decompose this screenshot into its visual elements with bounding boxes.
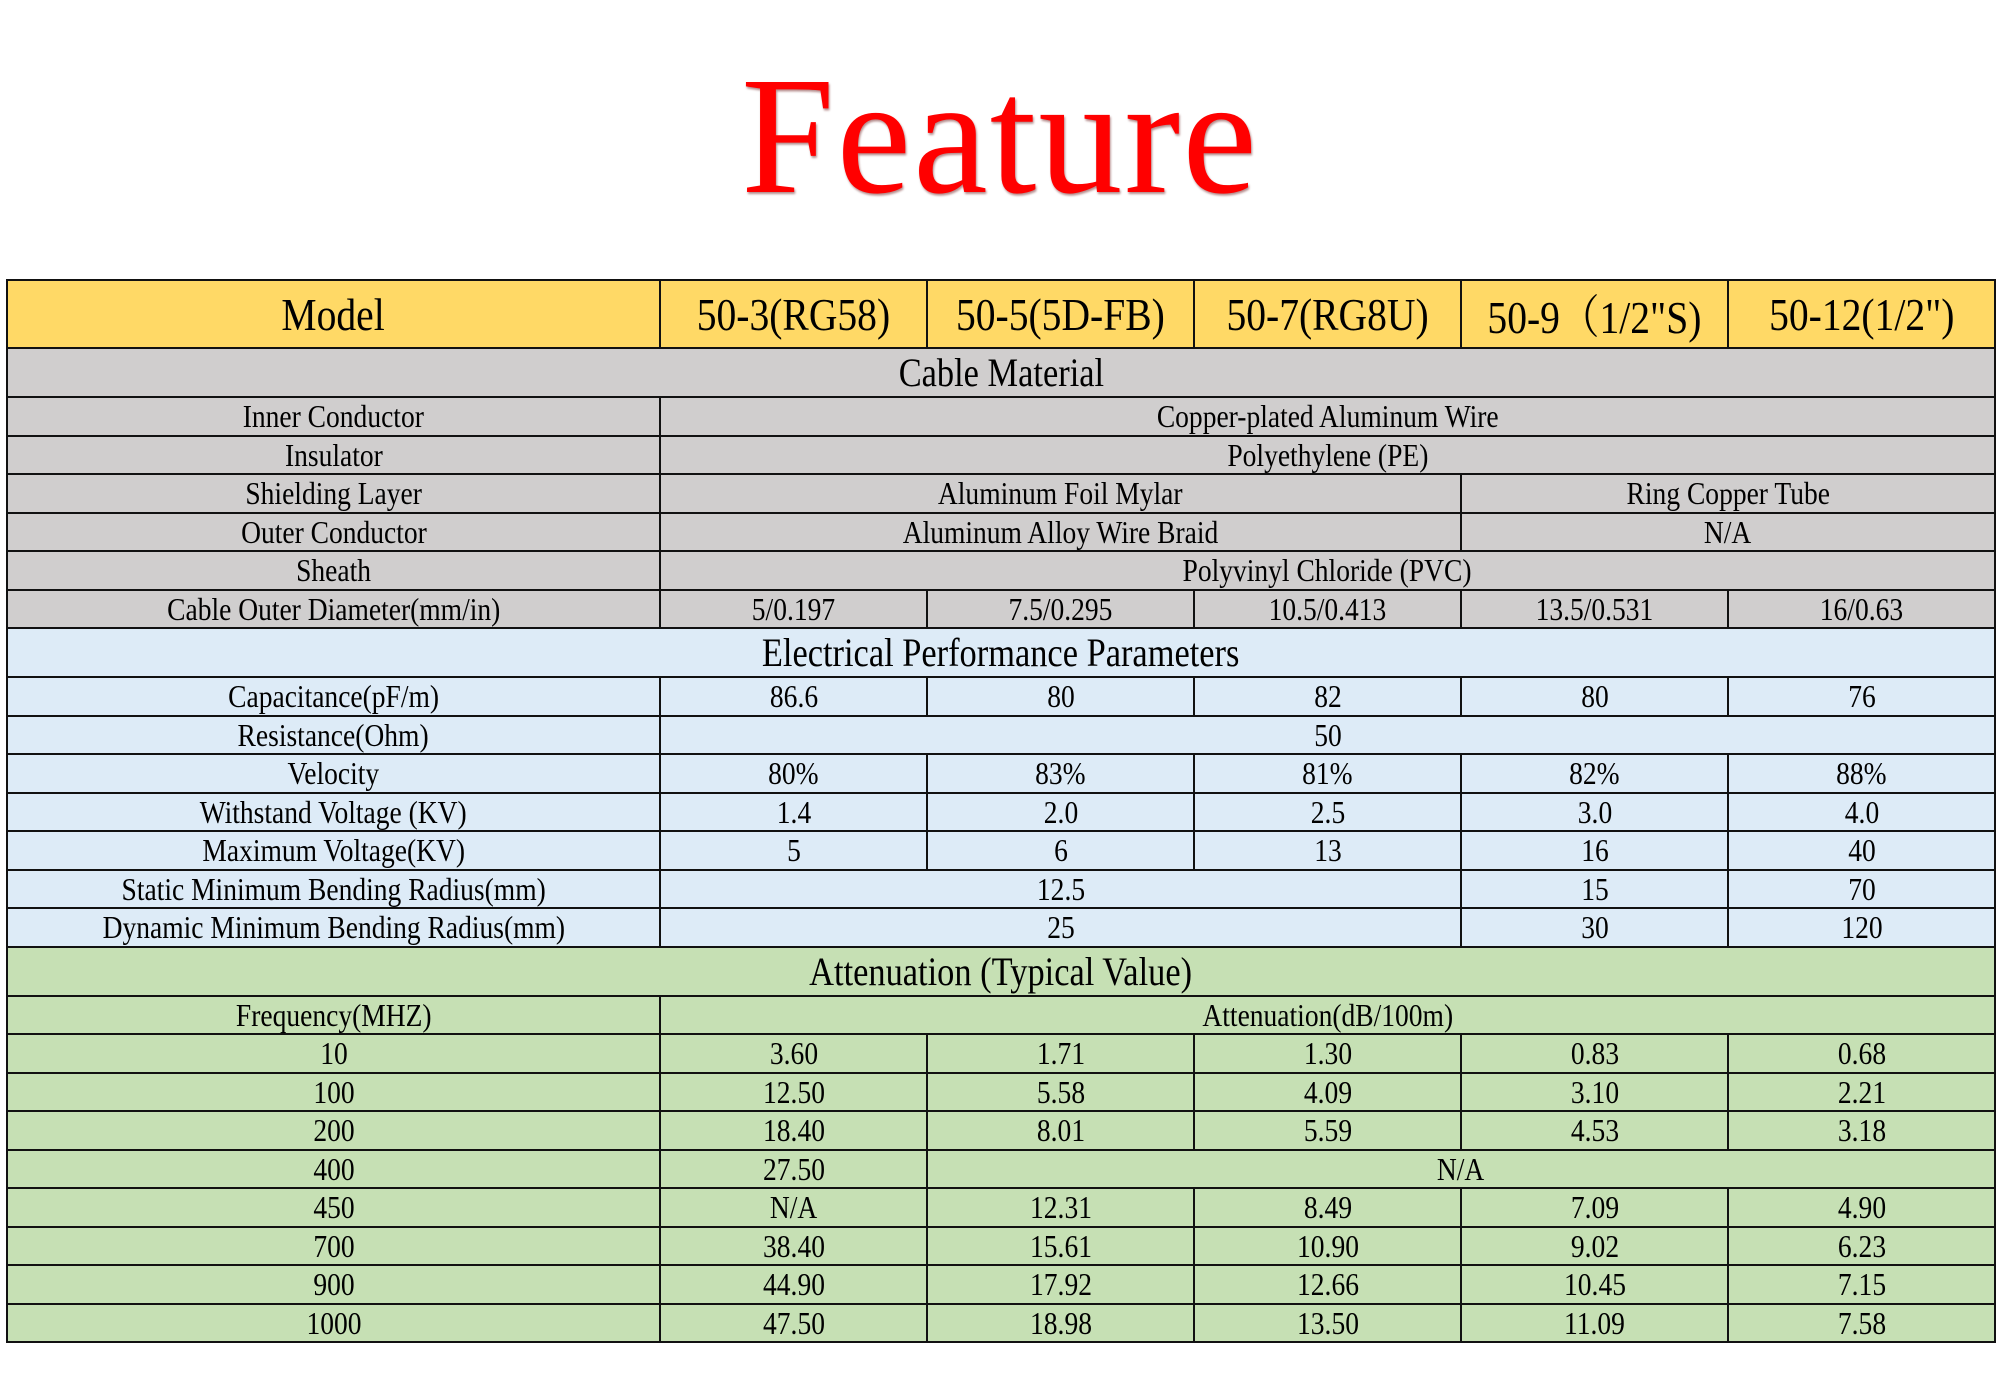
model-name: 50-3(RG58) [696, 288, 891, 340]
section-header-electrical [7, 628, 1995, 677]
row-label [7, 1111, 660, 1150]
row-value [1461, 677, 1728, 716]
row-value [927, 1265, 1194, 1304]
attenuation-value: 8.01 [1036, 1112, 1085, 1149]
frequency-value: 450 [312, 1189, 355, 1226]
attenuation-value: 6.23 [1837, 1227, 1886, 1264]
row-value [1728, 1034, 1995, 1073]
table-row [7, 1073, 1995, 1112]
attenuation-value: 3.10 [1570, 1073, 1619, 1110]
attenuation-value: 2.21 [1837, 1073, 1886, 1110]
row-value [1728, 677, 1995, 716]
row-value-text: Polyvinyl Chloride (PVC) [1183, 552, 1472, 589]
attenuation-value: 12.50 [762, 1073, 825, 1110]
row-value [660, 1265, 927, 1304]
model-header-cell [7, 280, 660, 348]
row-value [1461, 590, 1728, 629]
row-value [1194, 754, 1461, 793]
row-value [660, 1034, 927, 1073]
row-value [927, 1304, 1194, 1343]
section-title: Cable Material [898, 350, 1104, 395]
row-value [1194, 793, 1461, 832]
attenuation-value: 7.09 [1570, 1189, 1619, 1226]
table-row [7, 793, 1995, 832]
row-value-text: 88% [1836, 755, 1887, 792]
attenuation-value: 1.30 [1303, 1035, 1352, 1072]
row-value-text: 120 [1840, 909, 1883, 946]
row-value [1728, 1265, 1995, 1304]
attenuation-value: 3.60 [769, 1035, 818, 1072]
attenuation-value: 18.40 [762, 1112, 825, 1149]
row-value [660, 870, 1461, 909]
section-title-cell [7, 348, 1995, 397]
row-label [7, 1034, 660, 1073]
table-row [7, 1227, 1995, 1266]
row-value-text: 6 [1053, 832, 1068, 869]
model-cell [927, 280, 1194, 348]
row-value [660, 513, 1461, 552]
row-value [1461, 474, 1995, 513]
attenuation-value: 38.40 [762, 1227, 825, 1264]
table-row [7, 1150, 1995, 1189]
row-label-text: Shielding Layer [245, 475, 422, 512]
page-title: Feature [741, 43, 1259, 229]
frequency-value: 900 [312, 1266, 355, 1303]
row-value [927, 590, 1194, 629]
header-row [7, 280, 1995, 348]
model-name: 50-12(1/2") [1768, 288, 1955, 340]
frequency-value: 10 [319, 1035, 348, 1072]
row-value [927, 831, 1194, 870]
model-cell [1461, 280, 1728, 348]
row-value [660, 1304, 927, 1343]
row-label [7, 436, 660, 475]
attenuation-value: 0.68 [1837, 1035, 1886, 1072]
row-value [1194, 677, 1461, 716]
row-value [1194, 590, 1461, 629]
row-value [1461, 1304, 1728, 1343]
row-value [660, 716, 1995, 755]
row-value [1194, 1304, 1461, 1343]
row-label-text: Outer Conductor [240, 513, 427, 550]
row-label-text: Cable Outer Diameter(mm/in) [166, 590, 501, 627]
attenuation-value: 13.50 [1296, 1304, 1359, 1341]
row-value-text: 5/0.197 [751, 590, 836, 627]
row-label [7, 1304, 660, 1343]
attenuation-value: 11.09 [1564, 1304, 1625, 1341]
attenuation-value: 8.49 [1303, 1189, 1352, 1226]
row-value-text: 70 [1847, 870, 1876, 907]
row-value [660, 474, 1461, 513]
attenuation-value: 47.50 [762, 1304, 825, 1341]
row-value [1461, 870, 1728, 909]
attenuation-value: 5.59 [1303, 1112, 1352, 1149]
row-value [660, 677, 927, 716]
row-value [1461, 1034, 1728, 1073]
row-value [927, 1073, 1194, 1112]
table-row [7, 1188, 1995, 1227]
attenuation-value: 5.58 [1036, 1073, 1085, 1110]
row-value [1728, 754, 1995, 793]
row-value [660, 1111, 927, 1150]
row-value [1194, 1188, 1461, 1227]
row-label [7, 1073, 660, 1112]
attenuation-value: 15.61 [1029, 1227, 1092, 1264]
row-label-text: Insulator [284, 436, 383, 473]
table-row [7, 870, 1995, 909]
row-label [7, 1188, 660, 1227]
row-value-text: 30 [1580, 909, 1609, 946]
row-value [660, 551, 1995, 590]
row-value [660, 754, 927, 793]
row-label [7, 513, 660, 552]
attenuation-value: 44.90 [762, 1266, 825, 1303]
attenuation-value: 4.90 [1837, 1189, 1886, 1226]
row-value [1194, 1034, 1461, 1073]
row-value-text: N/A [1704, 513, 1752, 550]
row-value [660, 590, 927, 629]
attenuation-value: N/A [1437, 1150, 1485, 1187]
attenuation-value: 10.45 [1563, 1266, 1626, 1303]
row-value [927, 1150, 1995, 1189]
row-value [1194, 831, 1461, 870]
row-value-text: Aluminum Foil Mylar [938, 475, 1183, 512]
row-label-text: Maximum Voltage(KV) [202, 832, 465, 869]
row-value-text: 10.5/0.413 [1268, 590, 1387, 627]
row-value-text: 4.0 [1844, 793, 1879, 830]
table-row [7, 1304, 1995, 1343]
row-value [927, 1034, 1194, 1073]
row-value [1461, 793, 1728, 832]
frequency-value: 100 [312, 1073, 355, 1110]
table-row [7, 716, 1995, 755]
row-value [1728, 908, 1995, 947]
row-value [1461, 831, 1728, 870]
row-value [1194, 1265, 1461, 1304]
row-label [7, 1227, 660, 1266]
row-value [660, 1150, 927, 1189]
attenuation-header-row [7, 996, 1995, 1035]
model-cell [1728, 280, 1995, 348]
row-value [1728, 1304, 1995, 1343]
attenuation-value: 18.98 [1029, 1304, 1092, 1341]
attenuation-value: 9.02 [1570, 1227, 1619, 1264]
row-value-text: 40 [1847, 832, 1876, 869]
row-value [660, 1227, 927, 1266]
row-label [7, 677, 660, 716]
row-value [1461, 1073, 1728, 1112]
row-label-text: Withstand Voltage (KV) [200, 793, 467, 830]
row-value [660, 1188, 927, 1227]
table-row [7, 1265, 1995, 1304]
row-value-text: 86.6 [769, 678, 818, 715]
row-value [927, 677, 1194, 716]
row-value-text: 5 [786, 832, 801, 869]
frequency-value: 700 [312, 1227, 355, 1264]
row-label [7, 870, 660, 909]
row-label [7, 793, 660, 832]
row-label [7, 397, 660, 436]
row-value-text: 12.5 [1036, 870, 1085, 907]
attenuation-value: 7.15 [1837, 1266, 1886, 1303]
row-value [1728, 1227, 1995, 1266]
row-value [1461, 513, 1995, 552]
row-value [927, 754, 1194, 793]
row-value-text: 16/0.63 [1819, 590, 1904, 627]
table-row [7, 831, 1995, 870]
row-value [660, 908, 1461, 947]
row-value [927, 1188, 1194, 1227]
table-row [7, 474, 1995, 513]
table-row [7, 677, 1995, 716]
frequency-value: 400 [312, 1150, 355, 1187]
table-row [7, 436, 1995, 475]
row-value-text: 80 [1580, 678, 1609, 715]
row-value [1461, 1111, 1728, 1150]
attenuation-unit-text: Attenuation(dB/100m) [1202, 996, 1453, 1033]
row-value [660, 793, 927, 832]
model-cell [1194, 280, 1461, 348]
attenuation-value: 3.18 [1837, 1112, 1886, 1149]
attenuation-value: 12.31 [1029, 1189, 1092, 1226]
model-cell [660, 280, 927, 348]
row-value-text: 3.0 [1577, 793, 1612, 830]
row-value-text: 1.4 [776, 793, 811, 830]
frequency-header [7, 996, 660, 1035]
row-label-text: Sheath [296, 552, 371, 589]
row-value-text: 15 [1580, 870, 1609, 907]
row-label-text: Dynamic Minimum Bending Radius(mm) [102, 909, 565, 946]
row-value-text: Aluminum Alloy Wire Braid [902, 513, 1219, 550]
row-label [7, 754, 660, 793]
attenuation-value: 0.83 [1570, 1035, 1619, 1072]
table-row [7, 551, 1995, 590]
attenuation-value: 1.71 [1036, 1035, 1085, 1072]
attenuation-value: 4.53 [1570, 1112, 1619, 1149]
row-value-text: 50 [1313, 716, 1342, 753]
row-value [1728, 1111, 1995, 1150]
attenuation-value: 17.92 [1029, 1266, 1092, 1303]
row-value-text: Copper-plated Aluminum Wire [1156, 398, 1499, 435]
spec-table [6, 279, 1996, 1343]
attenuation-value: 27.50 [762, 1150, 825, 1187]
row-value-text: Polyethylene (PE) [1226, 436, 1428, 473]
row-value [1728, 590, 1995, 629]
row-label-text: Static Minimum Bending Radius(mm) [121, 870, 546, 907]
row-value-text: 2.5 [1310, 793, 1345, 830]
row-value [1194, 1111, 1461, 1150]
row-value-text: 82% [1569, 755, 1620, 792]
frequency-value: 1000 [305, 1304, 362, 1341]
row-value [660, 1073, 927, 1112]
row-value-text: 16 [1580, 832, 1609, 869]
attenuation-value: 4.09 [1303, 1073, 1352, 1110]
row-value [1461, 754, 1728, 793]
row-label [7, 831, 660, 870]
table-row [7, 1111, 1995, 1150]
row-label-text: Capacitance(pF/m) [228, 678, 439, 715]
attenuation-value: 10.90 [1296, 1227, 1359, 1264]
row-value-text: 83% [1035, 755, 1086, 792]
table-row [7, 754, 1995, 793]
row-value [660, 397, 1995, 436]
table-row [7, 1034, 1995, 1073]
row-label-text: Inner Conductor [242, 398, 425, 435]
attenuation-value: N/A [769, 1189, 818, 1226]
section-title-cell [7, 628, 1995, 677]
row-value [1728, 1188, 1995, 1227]
row-value [1461, 1188, 1728, 1227]
row-label [7, 908, 660, 947]
frequency-header-text: Frequency(MHZ) [235, 996, 432, 1033]
row-value-text: 25 [1046, 909, 1075, 946]
model-label: Model [281, 288, 386, 340]
attenuation-value: 12.66 [1296, 1266, 1359, 1303]
row-label [7, 1265, 660, 1304]
model-name: 50-7(RG8U) [1226, 288, 1429, 340]
row-value-text: 7.5/0.295 [1008, 590, 1113, 627]
row-value [1728, 793, 1995, 832]
row-value-text: 13 [1313, 832, 1342, 869]
row-value [1461, 1265, 1728, 1304]
row-value-text: Ring Copper Tube [1626, 475, 1830, 512]
row-label [7, 1150, 660, 1189]
row-value-text: 81% [1302, 755, 1353, 792]
model-name: 50-5(5D-FB) [956, 288, 1165, 340]
table-row [7, 908, 1995, 947]
row-value-text: 80 [1046, 678, 1075, 715]
row-value [1728, 870, 1995, 909]
row-label [7, 590, 660, 629]
table-row [7, 397, 1995, 436]
attenuation-value: 7.58 [1837, 1304, 1886, 1341]
row-label-text: Resistance(Ohm) [237, 716, 430, 753]
row-value-text: 13.5/0.531 [1535, 590, 1654, 627]
model-name: 50-9（1/2"S) [1487, 292, 1702, 343]
row-value [1194, 1227, 1461, 1266]
row-label [7, 551, 660, 590]
row-value [1194, 1073, 1461, 1112]
row-value-text: 82 [1313, 678, 1342, 715]
row-value [660, 436, 1995, 475]
row-value-text: 2.0 [1043, 793, 1078, 830]
row-value [1461, 1227, 1728, 1266]
row-value-text: 80% [768, 755, 819, 792]
section-header-cable-material [7, 348, 1995, 397]
section-title-cell [7, 947, 1995, 996]
section-header-attenuation [7, 947, 1995, 996]
table-row [7, 513, 1995, 552]
row-label [7, 716, 660, 755]
row-label-text: Velocity [287, 755, 380, 792]
row-value-text: 76 [1847, 678, 1876, 715]
row-value [927, 793, 1194, 832]
section-title: Electrical Performance Parameters [762, 630, 1240, 675]
table-row [7, 590, 1995, 629]
row-value [1461, 908, 1728, 947]
row-value [927, 1227, 1194, 1266]
row-value [1728, 831, 1995, 870]
frequency-value: 200 [312, 1112, 355, 1149]
row-label [7, 474, 660, 513]
section-title: Attenuation (Typical Value) [809, 948, 1193, 994]
row-value [1728, 1073, 1995, 1112]
row-value [660, 831, 927, 870]
attenuation-unit-header [660, 996, 1995, 1035]
row-value [927, 1111, 1194, 1150]
